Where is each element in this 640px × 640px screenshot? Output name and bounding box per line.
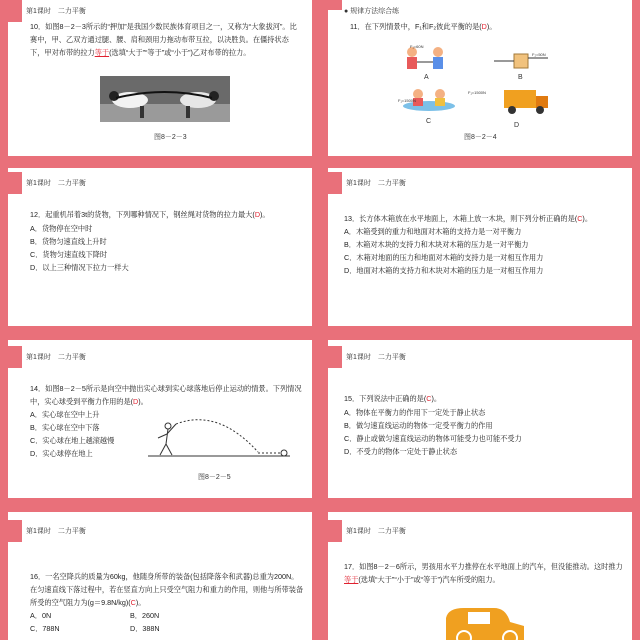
slide-q10 — [8, 0, 312, 156]
question-text: 16．一名空降兵的质量为60kg，他随身所带的装备(包括降落伞和武器)总重为200N。在匀速直线下落过程中，若在竖直方向上只受空气阻力和重力的作用，则他与所带装备所受的空气阻力为(g＝9.8N/kg)(C)。 — [30, 572, 304, 607]
force-label: F₂=50N — [532, 52, 546, 57]
section-tag: 第1课时 二力平衡 — [8, 520, 86, 542]
slide-q16 — [8, 512, 312, 640]
option-d: D．实心球停在地上 — [30, 449, 93, 458]
figure-caption: 图8－2－5 — [198, 474, 231, 481]
option-c: C．木箱对地面的压力和地面对木箱的支持力是一对相互作用力 — [344, 253, 544, 262]
option-a: A．实心球在空中上升 — [30, 410, 100, 419]
option-b: B．做匀速直线运动的物体一定受平衡力的作用 — [344, 421, 493, 430]
section-subtitle: ● 规律方法综合练 — [344, 8, 400, 15]
answer: C — [577, 214, 583, 223]
question-text: 14．如图8－2－5所示是向空中抛出实心球到实心球落地后停止运动的情景。下列情况中，实心球受到平衡力作用的是(D)。 — [30, 384, 302, 406]
option-c: C．静止或做匀速直线运动的物体可能受力也可能不受力 — [344, 434, 522, 443]
scene-a — [400, 44, 450, 74]
option-b: B．260N — [130, 611, 160, 620]
force-label: F₁=1500N — [468, 90, 486, 95]
option-a: A．货物停在空中时 — [30, 224, 93, 233]
force-label: F₁=60N — [410, 44, 424, 49]
answer: D — [481, 22, 487, 31]
option-label-a: A — [424, 74, 429, 81]
option-label-b: B — [518, 74, 523, 81]
option-label-d: D — [514, 122, 520, 129]
answer: 等于 — [94, 48, 110, 57]
slide-q17 — [328, 512, 632, 640]
slide-q15 — [328, 340, 632, 498]
question-text: 10．如图8－2－3所示的“押加”是我国少数民族体育项目之一，又称为“大象拔河”。比赛中，甲、乙双方通过腿、腰、肩和颈用力拖动布带互拉，以决胜负。在僵持状态下，甲对布带的拉力等于(选填“大于”“等于”或“小于”)乙对布带的拉力。 — [30, 22, 297, 57]
section-tag: 第1课时 二力平衡 — [8, 0, 86, 22]
slide-q11 — [328, 0, 632, 156]
question-text: 12．起重机吊着3t的货物，下列哪种情况下，钢丝绳对货物的拉力最大(D)。 — [30, 210, 270, 219]
throw-diagram — [148, 414, 290, 462]
answer: D — [254, 210, 261, 219]
answer: D — [133, 397, 139, 406]
section-tag: 第1课时 二力平衡 — [328, 172, 406, 194]
option-b: B．货物匀速直线上升时 — [30, 237, 107, 246]
question-text: 17．如图8－2－6所示，男孩用水平力推停在水平地面上的汽车，但没能推动。这时推力等于(选填“大于”“小于”或“等于”)汽车所受的阻力。 — [344, 562, 623, 584]
figure-caption: 图8－2－4 — [464, 134, 497, 141]
section-tag: 第1课时 二力平衡 — [8, 346, 86, 368]
option-c: C．货物匀速直线下降时 — [30, 250, 108, 259]
option-d: D．不受力的物体一定处于静止状态 — [344, 447, 458, 456]
section-tag: 第1课时 二力平衡 — [8, 172, 86, 194]
answer: 等于 — [344, 575, 359, 584]
option-d: D．地面对木箱的支持力和木块对木箱的压力是一对相互作用力 — [344, 266, 544, 275]
force-label: F₁=1500N — [398, 98, 416, 103]
figure-caption: 图8－2－3 — [154, 134, 187, 141]
answer: C — [426, 394, 432, 403]
question-text: 15．下列说法中正确的是(C)。 — [344, 394, 442, 403]
question-text: 13．长方体木箱放在水平地面上，木箱上放一木块，则下列分析正确的是(C)。 — [344, 214, 593, 223]
section-tag — [328, 0, 342, 10]
scene-d — [496, 86, 552, 116]
option-d: D．以上三种情况下拉力一样大 — [30, 263, 129, 272]
section-tag: 第1课时 二力平衡 — [328, 346, 406, 368]
option-b: B．实心球在空中下落 — [30, 423, 100, 432]
option-label-c: C — [426, 118, 432, 125]
option-a: A．木箱受到的重力和地面对木箱的支持力是一对平衡力 — [344, 227, 522, 236]
option-c: C．788N — [30, 624, 60, 633]
push-car-illustration — [424, 604, 534, 640]
option-c: C．实心球在地上越滚越慢 — [30, 436, 115, 445]
answer: C — [130, 598, 136, 607]
option-d: D．388N — [130, 624, 160, 633]
option-b: B．木箱对木块的支持力和木块对木箱的压力是一对平衡力 — [344, 240, 529, 249]
slide-q12 — [8, 168, 312, 326]
slide-q14 — [8, 340, 312, 498]
section-tag: 第1课时 二力平衡 — [328, 520, 406, 542]
option-a: A．物体在平衡力的作用下一定处于静止状态 — [344, 408, 486, 417]
slide-q13 — [328, 168, 632, 326]
tug-photo — [100, 76, 230, 122]
question-text: 11．在下列情景中，F₁和F₂彼此平衡的是(D)。 — [350, 22, 497, 31]
option-a: A．0N — [30, 611, 52, 620]
